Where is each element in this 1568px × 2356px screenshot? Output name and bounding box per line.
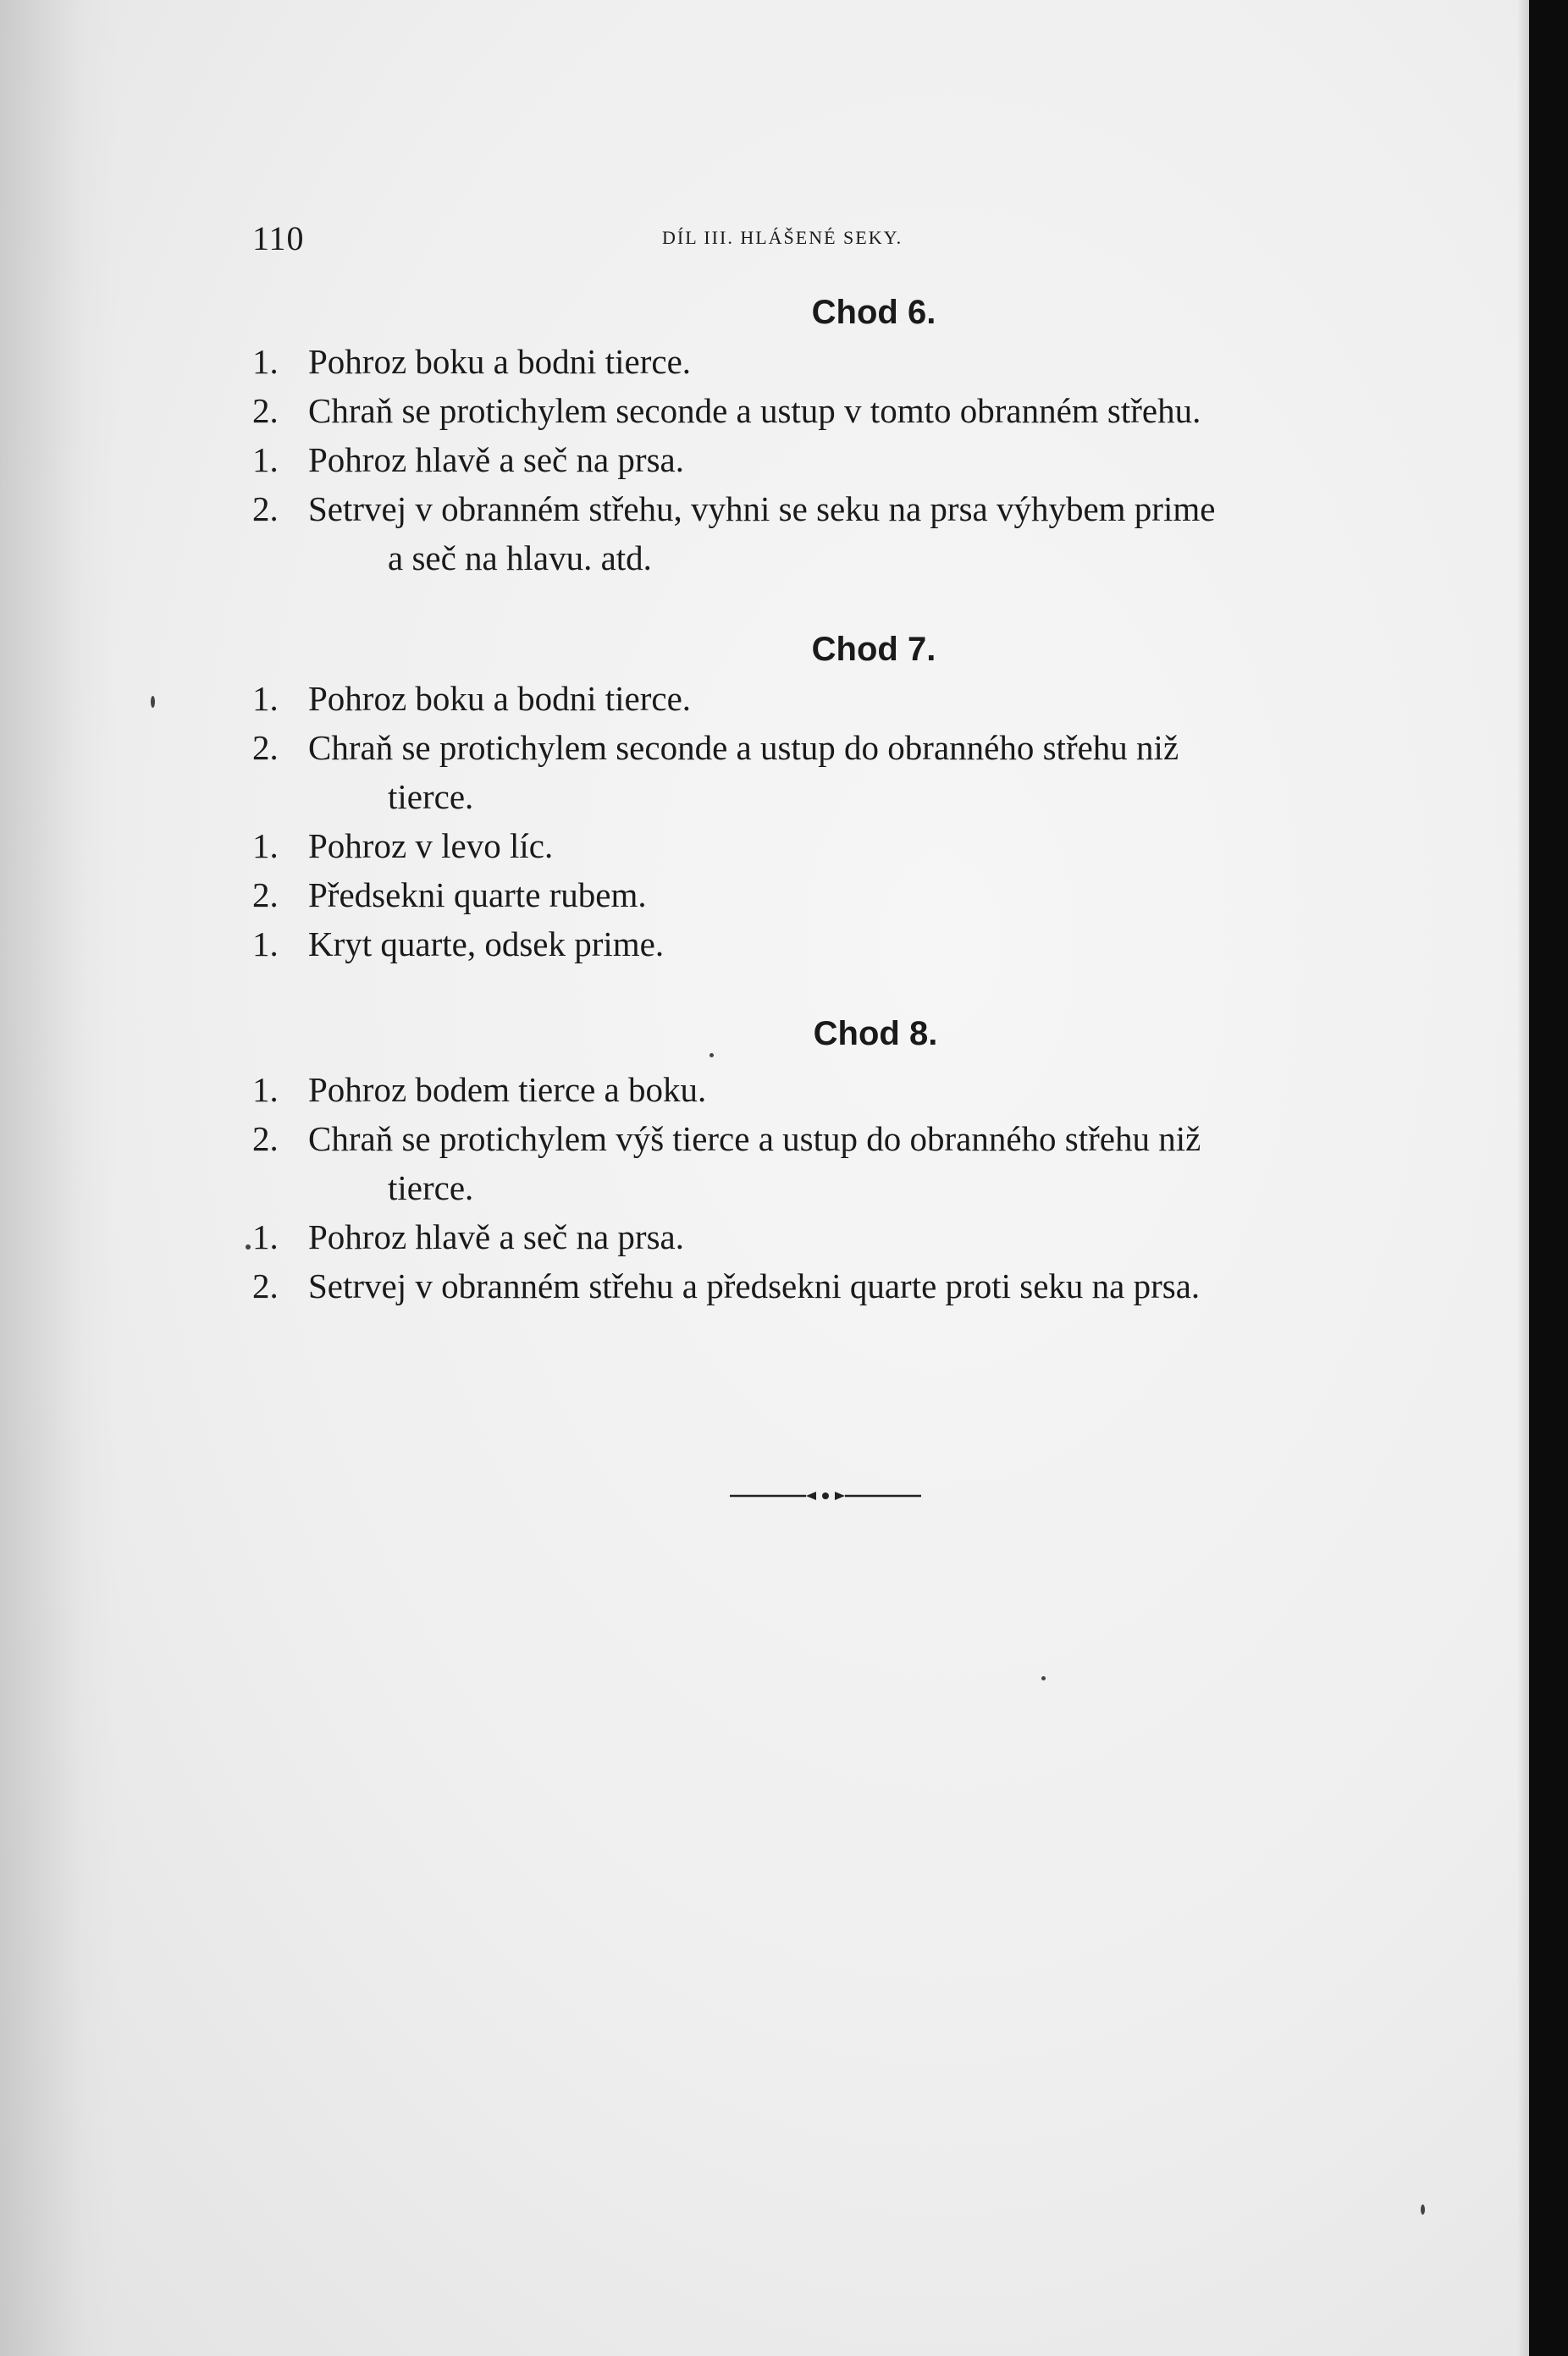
item-number: 2.: [252, 391, 279, 430]
running-head: DÍL III. HLÁŠENÉ SEKY.: [662, 227, 903, 248]
section-chod-6: [252, 288, 1404, 582]
list-item: [252, 337, 1404, 386]
list-item-continuation: [252, 533, 1404, 582]
scan-speck: [1421, 2204, 1425, 2215]
item-text: Setrvej v obranném střehu a předsekni quarte proti seku na prsa.: [308, 1266, 1201, 1305]
item-number: 1.: [252, 1217, 279, 1256]
section-title: Chod 7.: [811, 631, 936, 668]
section-title: Chod 6.: [811, 294, 936, 331]
item-text: Pohroz hlavě a seč na prsa.: [308, 440, 684, 479]
section-title: Chod 8.: [813, 1015, 938, 1052]
list-item: [252, 435, 1404, 484]
item-text: Chraň se protichylem seconde a ustup do obranného střehu niž: [308, 728, 1179, 767]
item-text: Chraň se protichylem výš tierce a ustup do obranného střehu niž: [308, 1119, 1201, 1158]
item-text: Pohroz v levo líc.: [308, 826, 554, 865]
item-text: Pohroz boku a bodni tierce.: [308, 342, 692, 381]
item-text: tierce.: [388, 777, 474, 816]
scan-speck: [1041, 1676, 1046, 1680]
list-item: [252, 1261, 1404, 1310]
section-chod-7: [252, 625, 1404, 968]
page-gutter-shadow: [0, 0, 119, 2356]
scan-speck: [246, 1244, 251, 1250]
item-number: 2.: [252, 489, 279, 528]
list-item: [252, 1212, 1404, 1261]
item-text: a seč na hlavu. atd.: [388, 538, 652, 577]
section-end-ornament-icon: [728, 1483, 923, 1509]
item-number: 2.: [252, 1266, 279, 1305]
list-item: [252, 386, 1404, 435]
list-item: [252, 1114, 1404, 1163]
page-edge-shadow: [1517, 0, 1529, 2356]
item-text: Setrvej v obranném střehu, vyhni se seku na prsa výhybem prime: [308, 489, 1216, 528]
item-number: 1.: [252, 679, 279, 718]
section-chod-8: [252, 1009, 1404, 1310]
page-header: [252, 218, 1395, 261]
item-text: Chraň se protichylem seconde a ustup v tomto obranném střehu.: [308, 391, 1201, 430]
list-item: [252, 1065, 1404, 1114]
list-item: [252, 821, 1404, 870]
item-text: Pohroz boku a bodni tierce.: [308, 679, 692, 718]
item-text: Předsekni quarte rubem.: [308, 875, 647, 914]
list-item: [252, 723, 1404, 772]
scan-speck: [709, 1053, 714, 1057]
scan-speck: [151, 696, 155, 708]
page-number: 110: [252, 219, 305, 257]
list-item-continuation: [252, 772, 1404, 821]
item-text: Pohroz hlavě a seč na prsa.: [308, 1217, 684, 1256]
list-item: [252, 919, 1404, 968]
item-number: 1.: [252, 924, 279, 963]
item-number: 1.: [252, 1070, 279, 1109]
list-item: [252, 484, 1404, 533]
item-number: 1.: [252, 826, 279, 865]
list-item: [252, 870, 1404, 919]
list-item-continuation: [252, 1163, 1404, 1212]
item-number: 1.: [252, 440, 279, 479]
list-item: [252, 674, 1404, 723]
item-number: 2.: [252, 728, 279, 767]
scan-border: [1529, 0, 1568, 2356]
item-number: 2.: [252, 1119, 279, 1158]
item-text: Kryt quarte, odsek prime.: [308, 924, 665, 963]
item-text: Pohroz bodem tierce a boku.: [308, 1070, 707, 1109]
item-text: tierce.: [388, 1168, 474, 1207]
item-number: 2.: [252, 875, 279, 914]
item-number: 1.: [252, 342, 279, 381]
